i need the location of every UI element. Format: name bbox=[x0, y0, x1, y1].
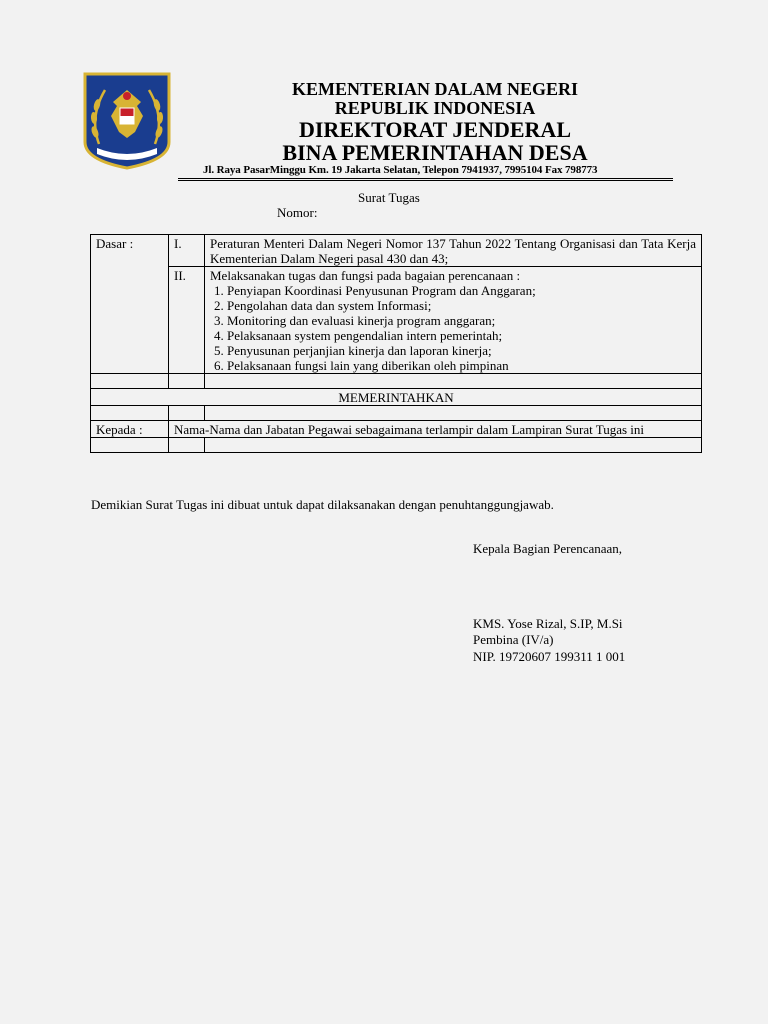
signatory-nip: NIP. 19720607 199311 1 001 bbox=[473, 649, 626, 664]
table-row bbox=[91, 389, 702, 406]
signatory-name: KMS. Yose Rizal, S.IP, M.Si bbox=[473, 616, 623, 631]
item-1-text: Peraturan Menteri Dalam Negeri Nomor 137 Tahun 2022 Tentang Organisasi dan Tata Kerja Kementerian Dalam Negeri pasal 430 dan 43; bbox=[205, 235, 702, 267]
document-number-label: Nomor: bbox=[277, 205, 318, 220]
document-title: Surat Tugas bbox=[358, 190, 420, 205]
table-row bbox=[91, 421, 702, 438]
list-item: 3. Monitoring dan evaluasi kinerja program anggaran; bbox=[214, 313, 496, 328]
dasar-label: Dasar : bbox=[91, 235, 169, 374]
item-2-intro: Melaksanakan tugas dan fungsi pada bagaian perencanaan : bbox=[210, 268, 521, 283]
list-item: 4. Pelaksanaan system pengendalian intern pemerintah; bbox=[214, 328, 503, 343]
header-republic: REPUBLIK INDONESIA bbox=[334, 98, 536, 118]
table-row bbox=[91, 235, 702, 267]
header-address: Jl. Raya PasarMinggu Km. 19 Jakarta Selatan, Telepon 7941937, 7995104 Fax 798773 bbox=[203, 164, 598, 176]
header-division: BINA PEMERINTAHAN DESA bbox=[282, 140, 588, 165]
list-item: 6. Pelaksanaan fungsi lain yang diberikan oleh pimpinan bbox=[214, 358, 509, 373]
item-2-number: II. bbox=[169, 267, 205, 374]
closing-statement: Demikian Surat Tugas ini dibuat untuk dapat dilaksanakan dengan penuhtanggungjawab. bbox=[91, 497, 554, 512]
table-row bbox=[91, 267, 702, 374]
header-divider bbox=[178, 178, 673, 181]
table-row bbox=[91, 374, 702, 389]
memerintahkan-heading: MEMERINTAHKAN bbox=[91, 389, 702, 406]
assignment-table bbox=[90, 234, 702, 453]
list-item: 5. Penyusunan perjanjian kinerja dan laporan kinerja; bbox=[214, 343, 492, 358]
kepada-label: Kepada : bbox=[91, 421, 169, 438]
table-row bbox=[91, 406, 702, 421]
list-item: 2. Pengolahan data dan system Informasi; bbox=[214, 298, 432, 313]
header-directorate: DIREKTORAT JENDERAL bbox=[298, 117, 571, 142]
list-item: 1. Penyiapan Koordinasi Penyusunan Program dan Anggaran; bbox=[214, 283, 536, 298]
ministry-emblem-logo bbox=[83, 72, 171, 170]
item-1-number: I. bbox=[169, 235, 205, 267]
item-2-cell bbox=[205, 267, 702, 374]
header-ministry-name: KEMENTERIAN DALAM NEGERI bbox=[291, 79, 579, 99]
table-row bbox=[91, 438, 702, 453]
signatory-rank: Pembina (IV/a) bbox=[473, 632, 554, 647]
signatory-position: Kepala Bagian Perencanaan, bbox=[473, 541, 623, 556]
kepada-text: Nama-Nama dan Jabatan Pegawai sebagaimana terlampir dalam Lampiran Surat Tugas ini bbox=[169, 421, 702, 438]
